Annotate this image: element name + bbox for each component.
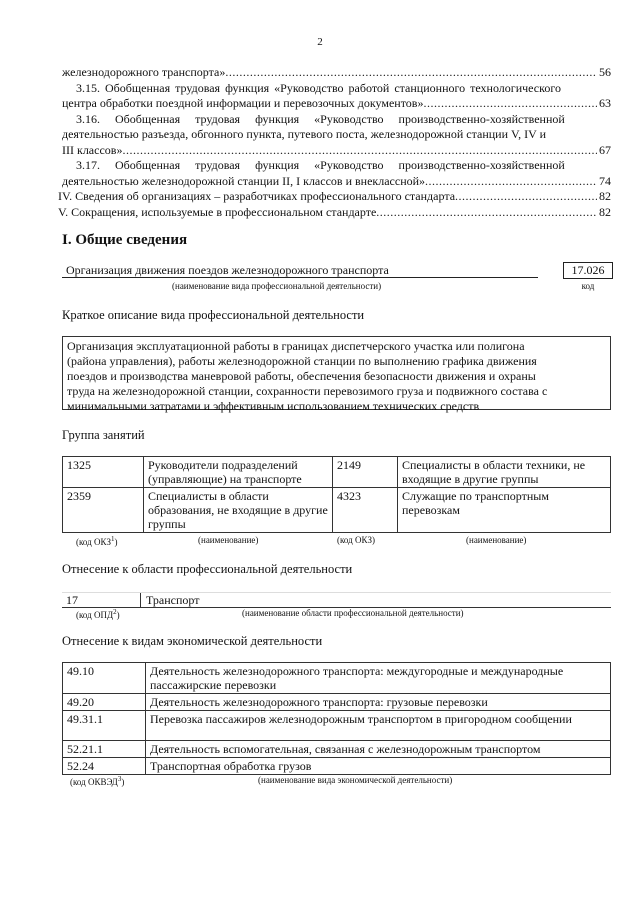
toc-line xyxy=(62,65,611,81)
toc-page: 67 xyxy=(599,142,611,157)
okved-name: Перевозка пассажиров железнодорожным транспортом в пригородном сообщении xyxy=(146,711,611,741)
toc-line xyxy=(58,205,611,221)
economic-table xyxy=(62,662,611,775)
toc-text: железнодорожного транспорта» xyxy=(62,65,226,79)
okz-code: 1325 xyxy=(63,457,144,488)
table-row xyxy=(63,758,611,775)
area-label: Отнесение к области профессиональной деятельности xyxy=(62,562,353,576)
okz-caption-text: (код ОКЗ xyxy=(76,537,111,547)
okved-name-caption: (наименование вида экономической деятельности) xyxy=(258,775,453,785)
okved-code: 49.10 xyxy=(63,663,146,694)
table-of-contents xyxy=(58,65,611,220)
opd-caption-end: ) xyxy=(116,610,120,620)
toc-line: 3.16. Обобщенная трудовая функция «Руководство производственно-хозяйственной xyxy=(76,111,565,126)
activity-name: Организация движения поездов железнодорожного транспорта xyxy=(62,262,538,278)
short-description-box xyxy=(62,336,611,413)
name-caption-2: (наименование) xyxy=(466,535,527,545)
opd-caption xyxy=(76,608,120,620)
okz-code: 4323 xyxy=(333,488,398,533)
opd-name: Транспорт xyxy=(146,593,200,607)
table-row xyxy=(63,488,611,533)
toc-page: 63 xyxy=(599,96,611,110)
toc-line xyxy=(58,189,611,205)
toc-text: центра обработки поездной информации и перевозочных документов» xyxy=(62,96,424,110)
economic-label: Отнесение к видам экономической деятельности xyxy=(62,634,323,648)
toc-line: 3.17. Обобщенная трудовая функция «Руководство производственно-хозяйственной xyxy=(76,158,565,172)
table-row xyxy=(63,694,611,711)
toc-page: 82 xyxy=(599,204,611,219)
table-row xyxy=(63,741,611,758)
opd-caption-text: (код ОПД xyxy=(76,610,114,620)
toc-line xyxy=(62,143,611,159)
okz-caption-2: (код ОКЗ) xyxy=(337,535,375,545)
toc-line xyxy=(62,96,611,112)
description-line: поездов и производства маневровой работы, обеспечения безопасности движения и охраны xyxy=(67,369,536,383)
activity-code: 17.026 xyxy=(563,262,613,279)
opd-name-caption: (наименование области профессиональной деятельности) xyxy=(242,608,464,618)
short-description-label: Краткое описание вида профессиональной деятельности xyxy=(62,308,365,322)
okz-footnote: 1 xyxy=(111,535,115,543)
occupation-name: Руководители подразделений (управляющие) на транспорте xyxy=(144,457,333,488)
okz-code: 2359 xyxy=(63,488,144,533)
description-line: труда на железнодорожной станции, сохранности перевозимого груза и подвижного состава с xyxy=(67,384,548,398)
area-row xyxy=(62,592,611,608)
okved-caption-end: ) xyxy=(121,777,125,787)
occupation-name: Служащие по транспортным перевозкам xyxy=(398,488,611,533)
toc-page: 82 xyxy=(599,189,611,203)
okved-footnote: 3 xyxy=(117,775,122,783)
table-row xyxy=(63,663,611,694)
toc-page: 74 xyxy=(599,173,611,188)
okved-caption-text: (код ОКВЭД xyxy=(70,777,118,787)
toc-text: V. Сокращения, используемые в профессиональном стандарте xyxy=(58,204,377,219)
section-title: I. Общие сведения xyxy=(62,232,188,248)
opd-footnote: 2 xyxy=(113,608,117,616)
okved-name: Деятельность железнодорожного транспорта: грузовые перевозки xyxy=(146,694,611,711)
table-row xyxy=(63,457,611,488)
okved-name: Деятельность железнодорожного транспорта: междугородные и международные пассажирские перевозки xyxy=(146,663,611,694)
okved-code: 52.21.1 xyxy=(63,741,146,758)
okved-code: 49.20 xyxy=(63,694,146,711)
occupation-name: Специалисты в области образования, не входящие в другие группы xyxy=(144,488,333,533)
name-caption: (наименование) xyxy=(198,535,259,545)
description-line: минимальными затратами и эффективным использованием технических средств xyxy=(67,399,480,413)
occupation-table xyxy=(62,456,611,533)
description-line: Организация эксплуатационной работы в границах диспетчерского участка или полигона xyxy=(67,339,525,353)
activity-code-caption: код xyxy=(581,281,595,291)
okz-caption-end: ) xyxy=(114,537,118,547)
area-divider xyxy=(140,593,141,607)
occupation-label: Группа занятий xyxy=(62,428,145,442)
table-row xyxy=(63,711,611,741)
okz-code: 2149 xyxy=(333,457,398,488)
toc-line: деятельностью разъезда, обгонного пункта, путевого поста, железнодорожной станции V, IV и xyxy=(62,127,546,141)
okved-name: Деятельность вспомогательная, связанная с железнодорожным транспортом xyxy=(146,741,611,758)
occupation-name: Специалисты в области техники, не входящие в другие группы xyxy=(398,457,611,488)
okved-name: Транспортная обработка грузов xyxy=(146,758,611,775)
toc-text: III классов» xyxy=(62,142,123,157)
okz-caption xyxy=(76,535,118,547)
okved-code: 49.31.1 xyxy=(63,711,146,741)
okved-caption xyxy=(70,775,124,787)
activity-name-caption: (наименование вида профессиональной деятельности) xyxy=(172,281,382,291)
opd-code: 17 xyxy=(66,593,78,607)
page-number: 2 xyxy=(317,36,323,48)
toc-line xyxy=(62,174,611,190)
toc-text: IV. Сведения об организациях – разработчиках профессионального стандарта xyxy=(58,189,456,203)
toc-text: деятельностью железнодорожной станции II, I классов и внеклассной» xyxy=(62,173,426,188)
description-line: (района управления), работы железнодорожной станции по выполнению графика движения xyxy=(67,354,537,368)
toc-line: 3.15. Обобщенная трудовая функция «Руководство работой станционного технологического xyxy=(76,80,561,95)
okved-code: 52.24 xyxy=(63,758,146,775)
toc-page: 56 xyxy=(599,65,611,79)
